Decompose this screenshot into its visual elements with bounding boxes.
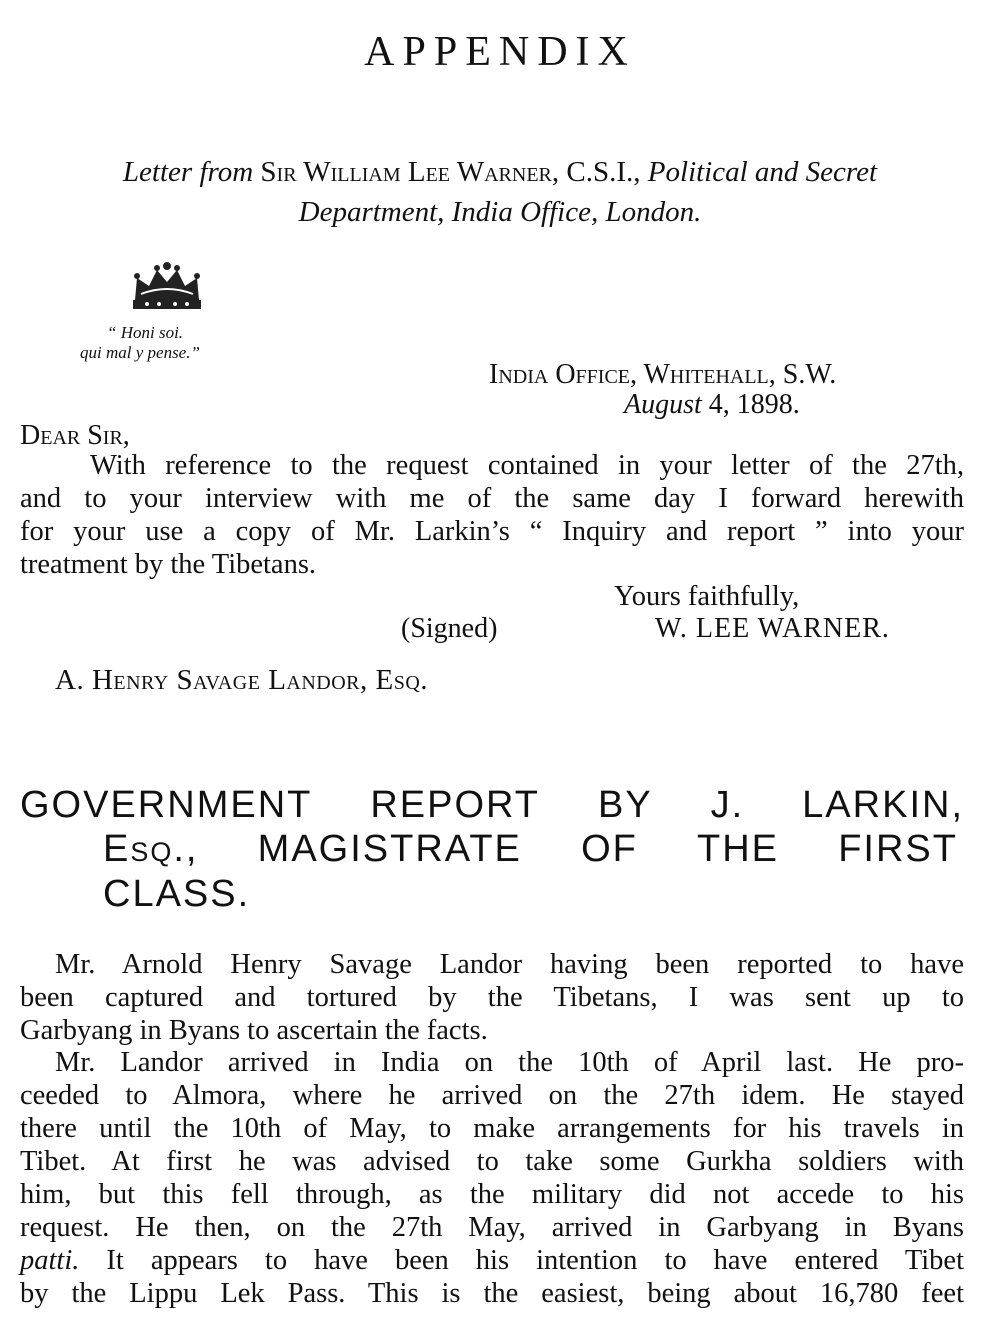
- subtitle-honour: C.S.I.,: [559, 156, 648, 188]
- report-line-patti: [20, 1245, 964, 1277]
- report-patti-word: patti.: [20, 1245, 80, 1276]
- heading-word: THE: [697, 828, 780, 870]
- appendix-title: APPENDIX: [364, 29, 636, 75]
- heading-word: REPORT: [370, 784, 540, 826]
- heading-word: OF: [581, 828, 638, 870]
- signed-label: (Signed): [401, 613, 498, 644]
- report-line: Mr. Arnold Henry Savage Landor having been reported to have: [55, 949, 964, 980]
- subtitle-sender: Sir William Lee Warner,: [253, 156, 560, 188]
- letter-body-line: treatment by the Tibetans.: [20, 549, 317, 580]
- report-line: been captured and tortured by the Tibetans, I was sent up to: [20, 982, 964, 1013]
- letter-signature: W. LEE WARNER.: [655, 613, 890, 644]
- report-heading-line2: [103, 828, 958, 871]
- letter-date: [624, 389, 800, 421]
- letter-subtitle-line1: [0, 156, 1000, 189]
- letter-salutation: Dear Sir,: [20, 420, 130, 451]
- report-line: by the Lippu Lek Pass. This is the easiest, being about 16,780 feet: [20, 1278, 964, 1309]
- letter-addressee: A. Henry Savage Landor, Esq.: [55, 664, 429, 696]
- report-line: Mr. Landor arrived in India on the 10th of April last. He pro-: [55, 1047, 964, 1078]
- report-heading-line3: CLASS.: [103, 873, 251, 915]
- crown-crest-icon: [127, 260, 207, 320]
- letter-address: India Office, Whitehall, S.W.: [489, 359, 837, 390]
- letter-date-month: August: [624, 389, 702, 420]
- report-heading-line1: [20, 784, 964, 827]
- heading-word: J.: [710, 784, 745, 826]
- report-line: him, but this fell through, as the military did not accede to his: [20, 1179, 964, 1210]
- report-line: ceeded to Almora, where he arrived on the 27th idem. He stayed: [20, 1080, 964, 1111]
- letter-subtitle-line2: Department, India Office, London.: [298, 196, 702, 228]
- report-line: there until the 10th of May, to make arrangements for his travels in: [20, 1113, 964, 1144]
- heading-word: LARKIN,: [802, 784, 964, 826]
- motto-line2: qui mal y pense.”: [80, 343, 200, 362]
- report-patti-rest: It appears to have been his intention to have entered Tibet: [79, 1245, 964, 1276]
- letter-closing: Yours faithfully,: [614, 581, 800, 612]
- report-line: Tibet. At first he was advised to take some Gurkha soldiers with: [20, 1146, 964, 1177]
- heading-word: FIRST: [838, 828, 958, 870]
- subtitle-letter-from: Letter from: [122, 156, 254, 188]
- heading-word: GOVERNMENT: [20, 784, 313, 826]
- report-line: request. He then, on the 27th May, arrived in Garbyang in Byans: [20, 1212, 964, 1243]
- letter-body-line: and to your interview with me of the same day I forward herewith: [20, 483, 964, 514]
- letter-body-line: With reference to the request contained in your letter of the 27th,: [90, 450, 964, 481]
- report-line: Garbyang in Byans to ascertain the facts.: [20, 1015, 488, 1046]
- motto-line1: “ Honi soi.: [107, 323, 184, 342]
- heading-word: MAGISTRATE: [257, 828, 522, 870]
- heading-word: Esq.,: [103, 828, 199, 870]
- letter-body-line: for your use a copy of Mr. Larkin’s “ Inquiry and report ” into your: [20, 516, 964, 547]
- subtitle-department: Political and Secret: [647, 156, 878, 188]
- heading-word: BY: [597, 784, 653, 826]
- letter-date-rest: 4, 1898.: [701, 389, 800, 420]
